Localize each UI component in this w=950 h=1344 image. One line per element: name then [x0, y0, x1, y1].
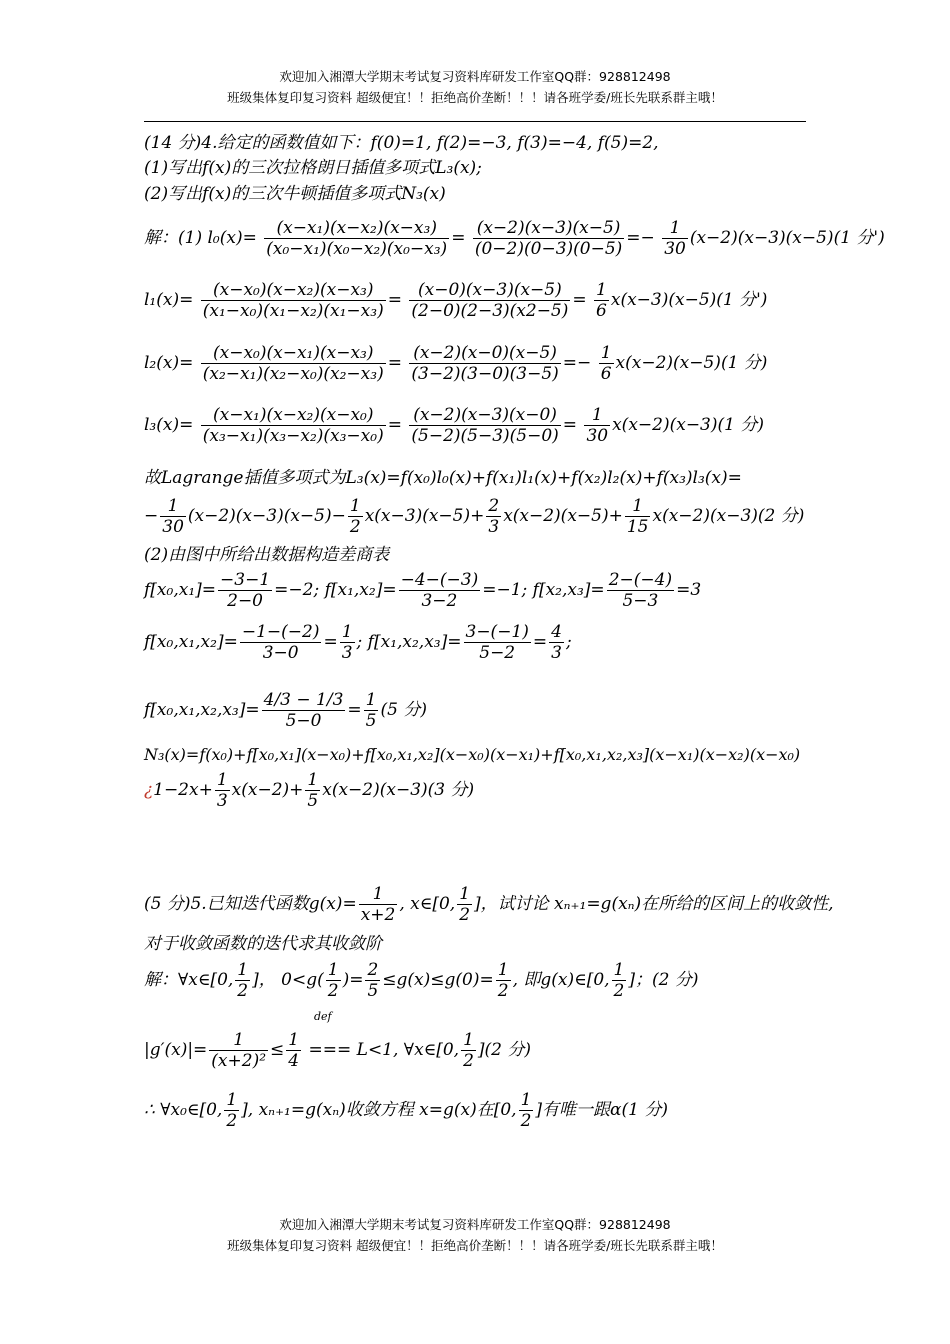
lagrange-line-1: 故Lagrange插值多项式为L₃(x)=f(x₀)l₀(x)+f(x₁)l₁(x)+f(x₂)l₂(x)+f(x₃)l₃(x)= [144, 468, 742, 488]
header-rule [144, 121, 806, 122]
divided-diff-1: f[x₀,x₁]= $\frac{-3-1}{2-0}$ =−2; f[x₁,x₂]= $\frac{-4-(-3)}{3-2}$ =−1; f[x₂,x₃]= $\frac{2-(-4)}{5-3}$ =3 [144, 570, 702, 611]
q4-part1: (1)写出f(x)的三次拉格朗日插值多项式L₃(x); [144, 158, 482, 178]
fraction: $\frac{\text{(x−x₀)(x−x₂)(x−x₃)}}{\text{(x₁−x₀)(x₁−x₂)(x₁−x₃)}}$ [202, 280, 384, 321]
footer-line-1: 欢迎加入湘潭大学期末考试复习资料库研发工作室QQ群：928812498 [279, 1217, 671, 1232]
q4-title: (14 分)4.给定的函数值如下：f(0)=1, f(2)=−3, f(3)=−4, f(5)=2, [144, 133, 659, 153]
l0-line: 解：(1) l₀(x)= $\frac{\text{(x−x₁)(x−x₂)(x−x₃)}}{\text{(x₀−x₁)(x₀−x₂)(x₀−x₃)}}$ = $\frac{(x-2)(x-3)(x-5)}{(0-2)(0-3)(0-5)}$ =− $\frac{1}{30}$ (x−2)(x−3)(x−5)(1 分') [144, 218, 885, 259]
page-footer [0, 1214, 950, 1256]
newton-line: N₃(x)=f(x₀)+f[x₀,x₁](x−x₀)+f[x₀,x₁,x₂](x−x₀)(x−x₁)+f[x₀,x₁,x₂,x₃](x−x₁)(x−x₂)(x−x₀) [144, 745, 801, 764]
fraction: $\frac{\text{(x−x₀)(x−x₁)(x−x₃)}}{\text{(x₂−x₁)(x₂−x₀)(x₂−x₃)}}$ [202, 343, 384, 384]
header-line-1: 欢迎加入湘潭大学期末考试复习资料库研发工作室QQ群：928812498 [279, 69, 671, 84]
fraction: $\frac{1}{6}$ [596, 280, 607, 321]
lagrange-line-2: − $\frac{1}{30}$ (x−2)(x−3)(x−5)− $\frac{1}{2}$ x(x−3)(x−5)+ $\frac{2}{3}$ x(x−2)(x−5)+ $\frac{1}{15}$ x(x−2)(x−3)(2 分) [144, 496, 805, 537]
l3-line: l₃(x)= $\frac{\text{(x−x₁)(x−x₂)(x−x₀)}}{\text{(x₃−x₁)(x₃−x₂)(x₃−x₀)}}$ = $\frac{(x-2)(x-3)(x-0)}{(5-2)(5-3)(5-0)}$ = $\frac{1}{30}$ x(x−2)(x−3)(1 分) [144, 405, 764, 446]
q4-part2: (2)写出f(x)的三次牛顿插值多项式N₃(x) [144, 184, 446, 204]
part2-heading: (2)由图中所给出数据构造差商表 [144, 545, 390, 565]
l2-line: l₂(x)= $\frac{\text{(x−x₀)(x−x₁)(x−x₃)}}{\text{(x₂−x₁)(x₂−x₀)(x₂−x₃)}}$ = $\frac{(x-2)(x-0)(x-5)}{(3-2)(3-0)(3-5)}$ =− $\frac{1}{6}$ x(x−2)(x−5)(1 分) [144, 343, 768, 384]
fraction: $\frac{1}{6}$ [600, 343, 612, 384]
fraction: $\frac{(x-2)(x-3)(x-5)}{(0-2)(0-3)(0-5)}$ [474, 218, 623, 259]
divided-diff-2: f[x₀,x₁,x₂]= $\frac{-1-(-2)}{3-0}$ = $\frac{1}{3}$ ; f[x₁,x₂,x₃]= $\frac{3-(-1)}{5-2}$ = $\frac{4}{3}$ ; [144, 622, 572, 663]
fraction: $\frac{(x-2)(x-0)(x-5)}{(3-2)(3-0)(3-5)}$ [411, 343, 559, 384]
q5-step1: 解：∀x∈[0, $\frac{1}{2}$ ]， 0<g( $\frac{1}{2}$ )= $\frac{2}{5}$ ≤g(x)≤g(0)= $\frac{1}{2}$ , 即g(x)∈[0, $\frac{1}{2}$ ]；(2 分) [144, 960, 699, 1001]
fraction: $\frac{\text{(x−x₁)(x−x₂)(x−x₃)}}{\text{(x₀−x₁)(x₀−x₂)(x₀−x₃)}}$ [266, 218, 448, 259]
q5-step2: |g′(x)|= $\frac{1}{\text{(x+2)²}}$ ≤ $\frac{1}{4}$ === L<1, ∀x∈[0, $\frac{1}{2}$ ](2 分) [144, 1030, 532, 1071]
def-label: def [314, 1010, 332, 1023]
newton-result: ¿1−2x+ $\frac{1}{3}$ x(x−2)+ $\frac{1}{5}$ x(x−2)(x−3)(3 分) [144, 770, 475, 811]
footer-line-2: 班级集体复印复习资料 超级便宜！！拒绝高价垄断！！！请各班学委/班长先联系群主哦！ [227, 1238, 723, 1253]
q5-step3: ∴ ∀x₀∈[0, $\frac{1}{2}$ ], xₙ₊₁=g(xₙ)收敛方程 x=g(x)在[0, $\frac{1}{2}$ ]有唯一跟α(1 分) [144, 1090, 668, 1131]
fraction: $\frac{1}{30}$ [586, 405, 609, 446]
l1-line: l₁(x)= $\frac{\text{(x−x₀)(x−x₂)(x−x₃)}}{\text{(x₁−x₀)(x₁−x₂)(x₁−x₃)}}$ = $\frac{(x-0)(x-3)(x-5)}{(2-0)(2-3)(x2-5)}$ = $\frac{1}{6}$ x(x−3)(x−5)(1 分') [144, 280, 768, 321]
q5-subtitle: 对于收敛函数的迭代求其收敛阶 [144, 934, 382, 954]
page-header [0, 66, 950, 108]
fraction: $\frac{(x-0)(x-3)(x-5)}{(2-0)(2-3)(x2-5)}$ [411, 280, 569, 321]
divided-diff-3: f[x₀,x₁,x₂,x₃]= $\frac{4/3 - 1/3}{5-0}$ = $\frac{1}{5}$ (5 分) [144, 690, 427, 731]
q5-title: (5 分)5.已知迭代函数g(x)= $\frac{1}{x+2}$ , x∈[0, $\frac{1}{2}$ ]，试讨论 xₙ₊₁=g(xₙ)在所给的区间上的收敛性, [144, 884, 834, 925]
fraction: $\frac{(x-2)(x-3)(x-0)}{(5-2)(5-3)(5-0)}$ [411, 405, 559, 446]
header-line-2: 班级集体复印复习资料 超级便宜！！拒绝高价垄断！！！请各班学委/班长先联系群主哦！ [227, 90, 723, 105]
fraction: $\frac{\text{(x−x₁)(x−x₂)(x−x₀)}}{\text{(x₃−x₁)(x₃−x₂)(x₃−x₀)}}$ [202, 405, 384, 446]
fraction: $\frac{1}{30}$ [664, 218, 686, 259]
